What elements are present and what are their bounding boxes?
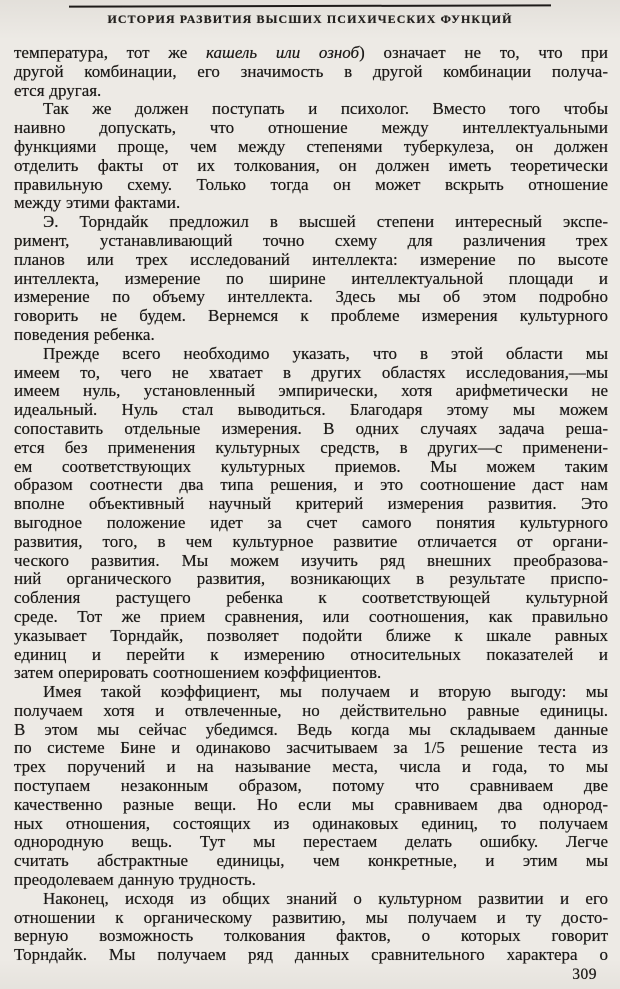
header-rule <box>69 4 551 7</box>
text-line: Торндайк. Мы получаем ряд данных сравнительного характера о <box>14 945 608 965</box>
paragraph <box>14 213 608 345</box>
text-line: поведения ребенка. <box>14 324 155 344</box>
text-line: ется без применения культурных средств, в других—с применени- <box>14 437 608 457</box>
text-line: отделить факты от их толкования, он должен иметь теоретически <box>14 155 608 175</box>
text-line: трех поручений и на называние места, числа и года, то мы <box>14 757 608 777</box>
text-line: функциями проще, чем между степенями туберкулеза, он должен <box>14 136 608 156</box>
running-title: ИСТОРИЯ РАЗВИТИЯ ВЫСШИХ ПСИХИЧЕСКИХ ФУНКЦИЙ <box>107 12 513 26</box>
text-line: собления растущего ребенка к соответствующей культурной <box>14 588 608 608</box>
text-line: качественно разные вещи. Но если мы сравниваем два однород- <box>14 794 608 814</box>
text-line: указывает Торндайк, позволяет подойти ближе к шкале равных <box>14 625 608 645</box>
text-line: выгодное положение идет за счет самого понятия культурного <box>14 512 608 532</box>
text-line: затем оперировать соотношением коэффициентов. <box>14 663 382 683</box>
text-line: Наконец, исходя из общих знаний о культурном развитии и его <box>43 888 608 908</box>
text-line: правильную схему. Только тогда он может вскрыть отношение <box>14 174 608 194</box>
text-line: получаем хотя и отвлеченные, но действительно равные единицы. <box>14 700 608 720</box>
text-line: ческого развития. Мы можем изучить ряд внешних преобразова- <box>14 550 608 570</box>
text-line: говорить не будем. Вернемся к проблеме измерения культурного <box>14 306 608 326</box>
text-line: среде. Тот же прием сравнения, или соотношения, как правильно <box>14 606 608 626</box>
text-run: ) означает не то, что при <box>359 43 608 62</box>
paragraph <box>14 345 608 683</box>
text-line: ных отношения, состоящих из одинаковых единиц, то получаем <box>14 813 608 833</box>
text-line: имеем то, чего не хватает в других областях исследования,—мы <box>14 362 608 382</box>
text-line: Э. Торндайк предложил в высшей степени интересный экспе- <box>43 212 608 232</box>
text-line: наивно допускать, что отношение между интеллектуальными <box>14 118 608 138</box>
text-line: Прежде всего необходимо указать, что в этой области мы <box>43 343 608 363</box>
text-line: другой комбинации, его значимость в другой комбинации получа- <box>14 61 608 81</box>
text-line: В этом мы сейчас убедимся. Ведь когда мы складываем данные <box>14 719 608 739</box>
text-block <box>14 44 608 965</box>
text-line: считать абстрактные единицы, чем конкретные, и этим мы <box>14 851 608 871</box>
text-line: по системе Бине и одинаково засчитываем за 1/5 решение теста из <box>14 738 608 758</box>
text-line: сопоставить отдельные измерения. В одних случаях задача реша- <box>14 418 608 438</box>
text-line: идеальный. Нуль стал выводиться. Благодаря этому мы можем <box>14 400 608 420</box>
text-line: образом соотнести два типа решения, и это соотношение даст нам <box>14 475 608 495</box>
text-line: отношении к органическому развитию, мы получаем и ту досто- <box>14 907 608 927</box>
text-line: вполне объективный научный критерий измерения развития. Это <box>14 494 608 514</box>
text-run: температура, тот же <box>14 43 207 62</box>
text-line: Так же должен поступать и психолог. Вместо того чтобы <box>43 99 608 119</box>
emphasized-text: кашель или озноб <box>206 43 360 62</box>
text-line: поступаем незаконным образом, потому что сравниваем две <box>14 776 608 796</box>
text-line: между этими фактами. <box>14 193 181 213</box>
text-line: Имея такой коэффициент, мы получаем и вторую выгоду: мы <box>43 682 608 702</box>
text-line: интеллекта, измерение по ширине интеллектуальной площади и <box>14 268 608 288</box>
text-line: ний органического развития, возникающих в результате приспо- <box>14 569 608 589</box>
paragraph <box>14 44 608 100</box>
paragraph <box>14 683 608 890</box>
paragraph <box>14 100 608 213</box>
page-header <box>0 0 620 27</box>
text-line: единиц и перейти к измерению относительных показателей и <box>14 644 608 664</box>
paragraph <box>14 890 608 965</box>
text-line <box>14 44 608 63</box>
text-line: ется другая. <box>14 80 102 100</box>
text-line: преодолеваем данную трудность. <box>14 870 256 890</box>
text-line: измерение по объему интеллекта. Здесь мы об этом подробно <box>14 287 608 307</box>
text-line: имеем нуль, установленный эмпирически, хотя арифметически не <box>14 381 608 401</box>
page-number: 309 <box>572 966 597 983</box>
text-line: верную возможность толкования фактов, о которых говорит <box>14 926 608 946</box>
text-line: планов или трех исследований интеллекта: измерение по высоте <box>14 249 608 269</box>
text-line: римент, устанавливающий точно схему для различения трех <box>14 230 608 250</box>
text-line: ем соответствующих культурных приемов. Мы можем таким <box>14 456 608 476</box>
text-line: развития, того, в чем культурное развитие отличается от органи- <box>14 531 608 551</box>
text-line: однородную вещь. Тут мы перестаем делать ошибку. Легче <box>14 832 608 852</box>
